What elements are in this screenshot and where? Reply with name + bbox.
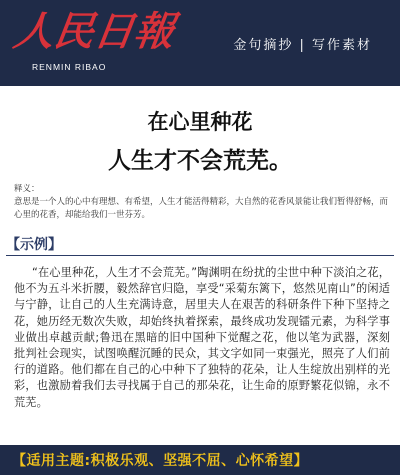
- explanation-block: [14, 183, 390, 222]
- headline-line-1: 在心里种花: [147, 110, 253, 134]
- example-section-tag: 【示例】: [6, 237, 62, 253]
- explanation-label: 释义：: [14, 184, 40, 194]
- header-banner: [0, 0, 400, 86]
- logo-romanization: RENMIN RIBAO: [32, 62, 107, 72]
- explanation-text: 意思是一个人的心中有理想、有希望，人生才能活得精彩，大自然的花香风景能让我们暂得舒畅，而心里的花香，却能给我们一世芬芳。: [14, 197, 389, 220]
- header-tagline: 金句摘抄 | 写作素材: [233, 38, 372, 53]
- newspaper-logo: 人民日報: [10, 8, 178, 55]
- applicable-theme-text: 【适用主题:积极乐观、坚强不屈、心怀希望】: [12, 453, 309, 469]
- content-card: [0, 86, 400, 475]
- section-divider: [6, 255, 394, 256]
- example-paragraph: “在心里种花，人生才不会荒芜。”陶渊明在纷扰的尘世中种下淡泊之花，他不为五斗米折腰，毅然辞官归隐，享受“采菊东篱下，悠然见南山”的闲适与宁静，让自己的人生充满诗意，居里夫人在艰苦的科研条件下种下坚持之花，她历经无数次失败，却始终执着探索，最终成功发现镭元素，为科学事业做出卓越贡献;鲁迅在黑暗的旧中国种下觉醒之花，他以笔为武器，深刻批判社会现实，试图唤醒沉睡的民众，其文字如同一束强光，照亮了人们前行的道路。他们都在自己的心中种下了独特的花朵，让人生绽放出别样的光彩，也激励着我们去寻找属于自己的那朵花，让生命的原野繁花似锦，永不荒芜。: [14, 266, 390, 409]
- headline-line-2: 人生才不会荒芜。: [108, 148, 292, 174]
- theme-bar: [0, 445, 400, 475]
